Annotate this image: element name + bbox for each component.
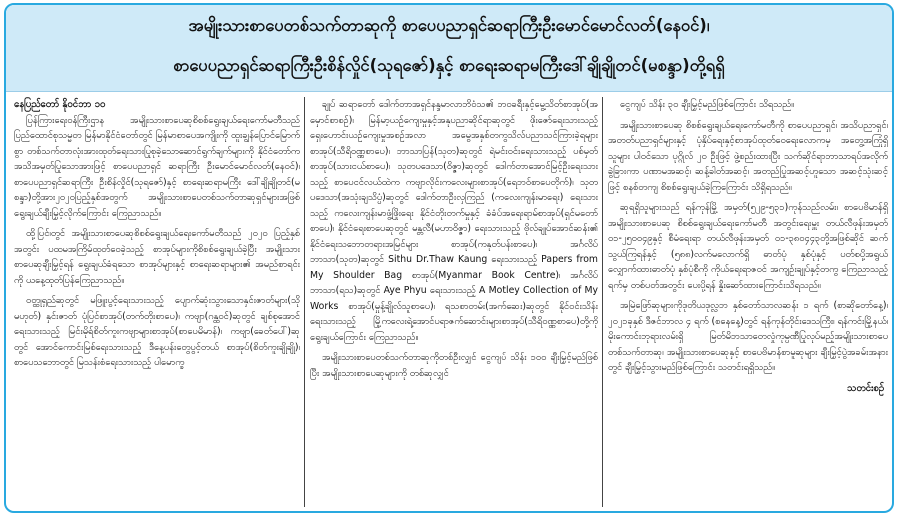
column-1 (14, 97, 300, 509)
column-2 (310, 97, 598, 509)
byline-signature: သတင်းစဉ် (847, 382, 884, 394)
paragraph: အမျိုးသားစာပေတစ်သက်တာဆုကိုတစ်ဦးလျှင် ငွေကျပ် သိန်း ၁၀၀ ချီးမြှင့်မည်ဖြစ်ပြီး အမျိုးသားစာပေဆုများကို တစ်ဆုလျှင် (310, 352, 598, 379)
paragraph: ချုပ် ဆရာတော် ဒေါက်တာအရှင်နန္ဒမာလာဘိဝံသ၏ ဘဝခရီးနှင့်မွေ့သိတ်စာအုပ်(အမှောင်စာစဉ်)၊ မြန်မာ့ယဉ်ကျေးမှုနှင့်အနုပညာဆိုင်ရာဆုတွင် ဖိုးဇော်ရေးသားသည့် ရှေးဟောင်းယဉ်ကျေးမှုအစဉ်အလာ အမွေအနှစ်တကွသိလ်ပညာသင်ကြားခဲ့ရများစာအုပ်(သီရိဝဏ္ဏစာပေ)၊ ဘာသာပြန်(သုတ)ဆုတွင် ရဲမင်းဝင်းရေးသားသည့် ပစ်မှတ်စာအုပ်(သားငယ်စာပေ)၊ သုတပဒေသာ(ဝိဇ္ဇာ)ဆုတွင် ဒေါက်တာအောင်မြင့်ဦးရေးသားသည့် စာပေငင်လယ်ထဲက ကဗျာလိုင်းကလေးများစာအုပ်(ရေဘဝ်စာပေတိုက်)၊ သုတပဒေသာ(အသုံးချသိပ္ပံ)ဆုတွင် ဒေါက်တာဦးလှကြည် (ကလေးကျန်းမာရေး) ရေးသားသည့် ကလေးကျန်းမာဖွံ့ဖြိုးရေး နိုင်ငံတိုးတက်မှုနှင့် ခံခံပ်အရေးရာမ်စာအုပ်(ရှင်မတော်စာပေ)၊ နိုင်ငံရေးစာပေဆုတွင် မန္တလီ(မဟာဝိဇ္ဇာ) ရေးသားသည့် ဗိုလ်ချုပ်အောင်ဆန်း၏ နိုင်ငံရေးသဘောတရားအမြင်များ စာအုပ်(ကနုတ်ပန်းစာပေ)၊ အင်္ဂလိပ်ဘာသာ(သုတ)ဆုတွင် Sithu Dr.Thaw Kaung ရေးသားသည့် Papers from My Shoulder Bag စာအုပ်(Myanmar Book Centre)၊ အင်္ဂလိပ်ဘာသာ(ရသ)ဆုတွင် Aye Phyu ရေးသားသည့် A Motley Collection of My Works စာအုပ်(မှုန့်ချိုလ်သူစာပေ)၊ ရသစာတမ်း(အက်ဆေး)ဆုတွင် နိုင်ဝင်းသိန်းရေးသားသည့် မြို့ကလေးရဲ့အောင်ပရာဇက်ဆောင်းများစာအုပ်(သီရိဝဏ္ဏစာပေ)တို့ကိုရွေးချယ်ကြောင်း ကြေညာသည်။ (310, 99, 598, 343)
article-frame (4, 3, 894, 513)
column-divider (602, 97, 603, 507)
column-3 (608, 97, 888, 509)
paragraph: ပြန်ကြားရေးဝန်ကြီးဌာန အမျိုးသားစာပေဆုစိစစ်ရွေးချယ်ရေးကော်မတီသည် ပြည်ထောင်စုသမ္မတ မြန်မာနိုင်ငံတော်တွင် မြန်မာစာပေအကျိုးကို ထူးချွန်ပြောင်မြောက်စွာ တစ်သက်တာလုံးအားထုတ်ရေးသားပြုစုခဲ့သောဆောင်ရွက်ချက်များကို နိုင်ငံတော်က အသိအမှတ်ပြုသောအားဖြင့် စာပေပညာရှင် ဆရာကြီး ဦးမောင်မောင်လတ်(နေဝင်)၊ စာပေပညာရှင်ဆရာကြီး ဦးစိန်လှိုင်(သုရဇော်)နှင့် စာရေးဆရာမကြီး ဒေါ်ချိုချိုတင်(မစန္ဒာ)တို့အား၂၀၂၀ပြည့်နှစ်အတွက် အမျိုးသားစာပေတစ်သက်တာဆုရှင်များအဖြစ် ရွေးချယ်ချီးမြှင့်လိုက်ကြောင်း ကြေညာသည်။ (14, 114, 300, 219)
headline-line-1: အမျိုးသားစာပေတစ်သက်တာဆုကို စာပေပညာရှင်ဆရာကြီးဦးမောင်မောင်လတ်(နေဝင်)၊ (188, 16, 710, 35)
dateline: နေပြည်တော် နိုဝင်ဘာ ၁၀ (14, 99, 106, 110)
article-body (14, 97, 888, 509)
column-divider (304, 97, 305, 507)
paragraph: အမျိုးသားစာပေဆု စိစစ်ရွေးချယ်ရေးကော်မတီကို စာပေပညာရှင်၊ အသိပညာရှင်၊ အတတ်ပညာရှင်များနှင့် ပုံနှိပ်ရေးနှင့်စာအုပ်ထုတ်ဝေရေးလောကမှ အတွေ့အကြုံရှိသူများ ပါဝင်သော ပုဂ္ဂိုလ် ၂၀ ဦးဖြင့် ဖွဲ့စည်းထားပြီး သက်ဆိုင်ရာဘာသာရပ်အလိုက် ခွဲခြားကာ ပဏာမအဆင့်၊ ဆန့်ခါတ်အဆင့်၊ အတည်ပြုအဆင့်ဟူသော အဆင့်သုံးဆင့်ဖြင့် စနစ်တကျ စိစစ်ရွေးချယ်ခဲ့ကြကြောင်း သိရှိရသည်။ (608, 119, 888, 193)
paragraph: အမြဲဖြော်ဆုများကိုဒုတိယဒုလ္လဘ နှစ်တော်သာလဆန်း ၁ ရက် (စာဆိုတော်နေ့)၊ ၂၀၂၁ခုနှစ် ဒီဇင်ဘာလ ၄ ရက် (စနေနေ့)တွင် ရန်ကုန်တိုင်းဒေသကြီး၊ ရန်ကင်းမြို့နယ်၊ မိုးကောင်းဘုရားလမ်းရှိ မြတ်မိဘသာတေလှုံကုမ္ပဏီပြုလုပ်မည့်အမျိုးသားစာပေတစ်သက်တာဆု၊ အမျိုးသားစာပေဆုနှင့် စာပေဗိမာန်စာမူဆုများ ချီးမြှင့်ပွဲအခမ်းအနားတွင် ချီးမြှင့်သွားမည်ဖြစ်ကြောင်း သတင်းရရှိသည်။ (608, 300, 888, 373)
headline-banner (6, 5, 892, 92)
paragraph: ငွေကျပ် သိန်း ၃၀ ချီးမြှင့်မည်ဖြစ်ကြောင်း သိရသည်။ (620, 99, 795, 110)
headline-line-2: စာပေပညာရှင်ဆရာကြီးဦးစိန်လှိုင်(သုရဇော်)နှင့် စာရေးဆရာမကြီးဒေါ်ချိုချိုတင်(မစန္ဒာ)တို့ရရှိ (173, 56, 725, 75)
paragraph: ဝတ္ထုရှည်ဆုတွင် မဖြူးပွင့်ရေးသားသည့် ပျောက်ဆုံးသွားသောနှင်းဇာတ်များ(သိုမဟုတ်) နှင်းဇာတ် ပုံပြင်စာအုပ်(တက်တိုးစာပေ)၊ ကဗျာ(ဂန္ထဝင်)ဆုတွင် ချစ်စုအောင်ရေးသားသည့် မြင်းမိုရ်စိတ်ကူးကဗျာများစာအုပ်(စာပေမိမာန်)၊ ကဗျာ(ခေတ်ပေါ်)ဆုတွင် အောင်ကောင်းမြစ်ရေးသားသည့် ဒီနေ့ပန်းတွေပွင့်တယ် စာအုပ်(စိတ်ကူးချိုချို)၊ စာပေသဘောတွင် မြသန်းစံရေးသားသည့် ပါမောက္ခ (14, 295, 300, 368)
paragraph: ဆုရရှိသူများသည် ရန်ကုန်မြို့ အမှတ်(၅၂၉-၅၃၁)ကုန်သည်လမ်း၊ စာပေဗိမာန်ရှိ အမျိုးသားစာပေဆု စိစစ်ရွေးချယ်ရေးကော်မတီ အတွင်းရေးမှူး တယ်လီဖုန်းအမှတ် ၀၁-၂၅၀၀၄၉နှင့် စီမံရေးရာ တယ်လီဖုန်းအမှတ် ၀၁-၃၈၀၄၄၃တို့အဖြစ်ဆိုင် ဆက်သွယ်ကြရန်နှင့် (၅၈၈)လက်မလောက်ရှိ ဓာတ်ပုံ နှစ်ပုံနှင့် ပတ်စပို့အရွယ် လျှောက်ထားဓာတ်ပုံ နှစ်ပုံစီကို ကိုယ်ရေးရာဇဝင် အကျဉ်းချုပ်နှင့်တကွ ကြေညာသည့်ရက်မှ တစ်ပတ်အတွင်း ပေးပို့ရန် နှိုးဆော်ထားကြောင်းသိရသည်။ (608, 202, 888, 291)
paragraph: ထို့ပြင်၊တွင် အမျိုးသားစာပေဆုစိစစ်ရွေးချယ်ရေးကော်မတီသည် ၂၀၂၀ ပြည့်နှစ်အတွင်း ပထမအကြိမ်ထုတ်ဝေခဲ့သည့် စာအုပ်များကိုစိစစ်ရွေးချယ်ခဲ့ပြီး အမျိုးသားစာပေဆုချီးမြှင့်ရန် ရွေးချယ်ခံရသော စာအုပ်များနှင့် စာရေးဆရာများ၏ အမည်စာရင်းကို ယနေ့ထုတ်ပြန်ကြေညာသည်။ (14, 228, 300, 286)
